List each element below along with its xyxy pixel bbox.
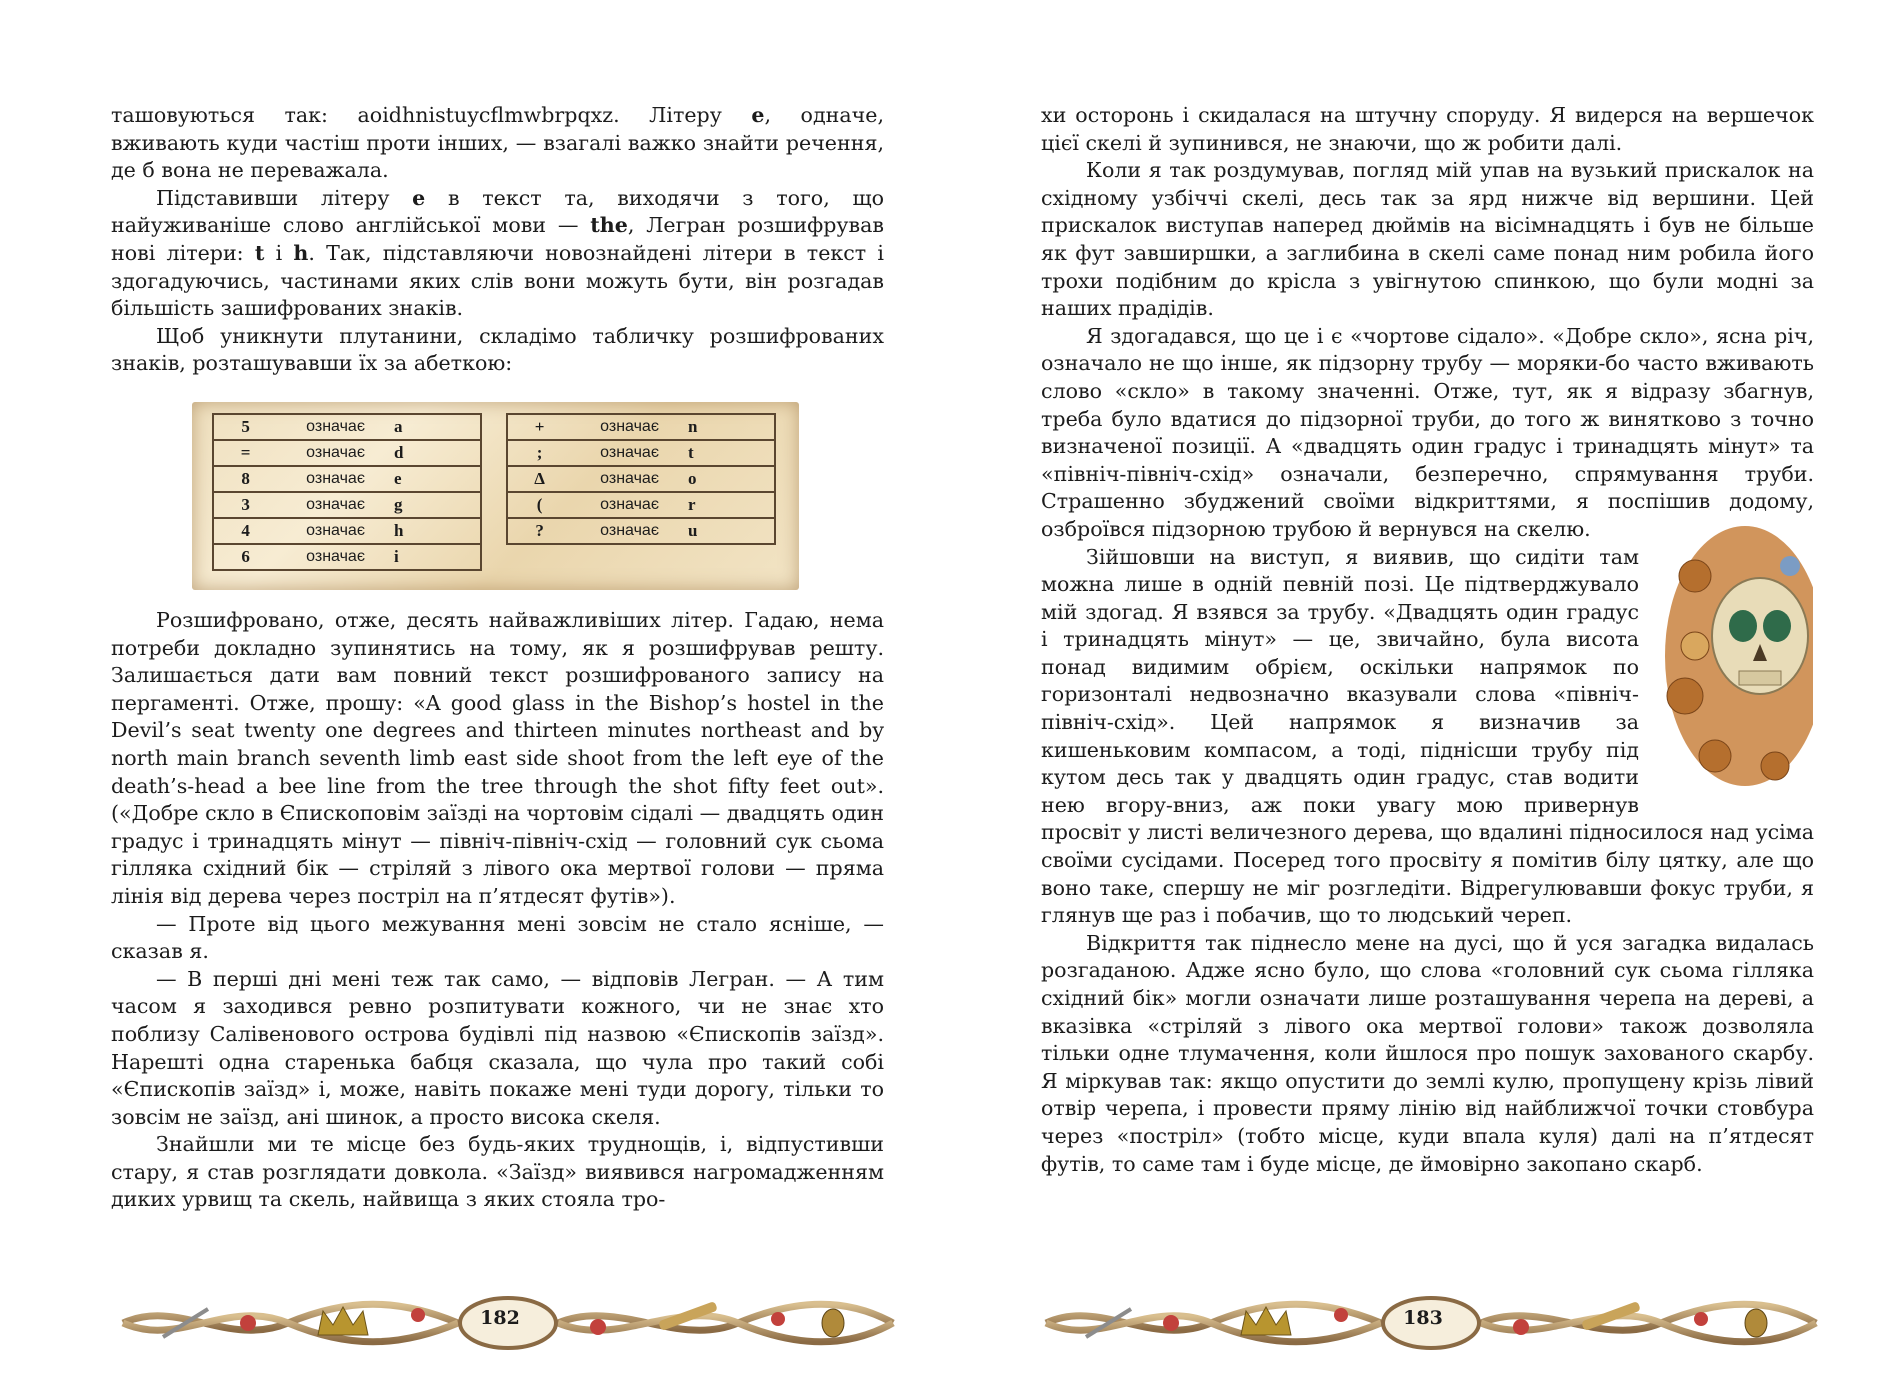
cipher-meaning: означає bbox=[571, 466, 688, 492]
cipher-symbol: Δ bbox=[507, 466, 571, 492]
cipher-row bbox=[213, 518, 481, 544]
cipher-meaning: означає bbox=[277, 440, 394, 466]
cipher-symbol: + bbox=[507, 414, 571, 440]
cipher-table-parchment bbox=[192, 402, 799, 590]
cipher-meaning: означає bbox=[571, 518, 688, 544]
cipher-letter: d bbox=[394, 440, 481, 466]
cipher-letter: r bbox=[688, 492, 775, 518]
paragraph-text: Зійшовши на виступ, я виявив, що сидіти там можна лише в одній певній позі. Це підтверджувало мій здогад. Я взявся за трубу. «Двадцять один градус і тринадцять мінут» — це, звичайно, була висота понад видимим обрієм, оскільки напрямок по горизонталі недвозначно вказували слова «північ-північ-схід». Цей напрямок я визначив за кишеньковим компасом, а тоді, піднісши трубу під кутом десь так у двадцять один градус, став водити нею вгору-вниз, аж поки увагу мою привернув просвіт у листі величезного дерева, що вдалині підносилося над усіма своїми сусідами. Посеред того просвіту я помітив білу цятку, але що воно таке, спершу не міг розгледіти. Відрегулювавши фокус труби, я глянув ще раз і побачив, що то людський череп. bbox=[1041, 544, 1814, 928]
cipher-symbol: ; bbox=[507, 440, 571, 466]
cipher-table-right bbox=[506, 413, 776, 545]
cipher-row bbox=[213, 492, 481, 518]
page-number-left: 182 bbox=[480, 1307, 520, 1329]
paragraph bbox=[1041, 102, 1814, 157]
beetle-icon bbox=[1745, 1309, 1767, 1337]
text-run: в текст та, виходячи з того, що найуживаніше слово англійської мови — bbox=[111, 185, 884, 238]
left-top-text bbox=[111, 102, 884, 378]
paragraph bbox=[111, 323, 884, 378]
text-run: і bbox=[264, 240, 294, 265]
cipher-letter: u bbox=[688, 518, 775, 544]
cipher-meaning: означає bbox=[571, 414, 688, 440]
paragraph-text: Я здогадався, що це і є «чортове сідало». «Добре скло», ясна річ, означало не що інше, як підзорну трубу — моряки-бо часто вживають слово «скло» в такому значенні. Отже, тут, як я відразу збагнув, треба було вдатися до підзорної труби, до того ж винятково з точно визначеної позиції. А «двадцять один градус і тринадцять мінут» та «північ-північ-схід» означали, безперечно, спрямування труби. Страшенно збуджений своїми відкриттями, я поспішив додому, озброївся підзорною трубою й вернувся на скелю. bbox=[1041, 323, 1814, 541]
paragraph: — Проте від цього межування мені зовсім не стало ясніше, — сказав я. bbox=[111, 911, 884, 964]
cipher-row bbox=[213, 440, 481, 466]
cipher-symbol: ( bbox=[507, 492, 571, 518]
cipher-row bbox=[507, 518, 775, 544]
paragraph: Розшифровано, отже, десять найважливіших літер. Гадаю, нема потреби докладно зупинятись на тому, як я розшифрував решту. Залишається дати вам повний текст розшифрованого запису на пергаменті. Отже, прошу: «A good glass in the Bishop’s hostel in the Devil’s seat twenty one degrees and thirteen minutes northeast and by north main branch seventh limb east side shoot from the left eye of the death’s-head a bee line from the tree through the shot fifty feet out». («Добре скло в Єпископовім заїзді на чортовім сідалі — двадцять один градус і тринадцять мінут — північ-північ-схід — головний сук сьома гілляка східний бік — стріляй з лівого ока мертвої голови — пряма лінія від дерева через постріл на п’ятдесят футів»). bbox=[111, 608, 884, 908]
cipher-meaning: означає bbox=[277, 518, 394, 544]
cipher-row bbox=[507, 414, 775, 440]
bold-term: the bbox=[590, 213, 628, 238]
cipher-table-left bbox=[212, 413, 482, 571]
bold-term: e bbox=[751, 103, 765, 127]
text-run: , одначе, вживають куди частіш проти інших, — взагалі важко знайти речення, де б вона не переважала. bbox=[111, 103, 884, 183]
paragraph-text: хи осторонь і скидалася на штучну споруду. Я видерся на вершечок цієї скелі й зупинився, не знаючи, що ж робити далі. bbox=[1041, 103, 1814, 155]
paragraph bbox=[1041, 323, 1814, 544]
paragraph-text: Відкриття так піднесло мене на дусі, що й уся загадка видалась розгаданою. Адже ясно було, що слова «головний сук сьома гілляка східний бік» могли означати лише розташування черепа на дереві, а вказівка «стріляй з лівого ока мертвої голови» також дозволяла тільки одне тлумачення, коли йшлося про пошук захованого скарбу. Я міркував так: якщо опустити до землі кулю, пропущену крізь лівий отвір черепа, і провести пряму лінію від найближчої точки стовбура через «постріл» (тобто місце, куди впала куля) далі на п’ятдесят футів, то саме там і буде місце, де ймовірно закопано скарб. bbox=[1041, 930, 1814, 1176]
cipher-symbol: 3 bbox=[213, 492, 277, 518]
cipher-meaning: означає bbox=[277, 544, 394, 570]
cipher-row bbox=[213, 414, 481, 440]
paragraph: Знайшли ми те місце без будь-яких труднощів, і, відпустивши стару, я став розглядати довкола. «Заїзд» виявився нагромадженням диких урвищ та скель, найвища з яких стояла тро- bbox=[111, 1132, 884, 1212]
left-bottom-text bbox=[111, 607, 884, 1214]
cipher-symbol: 6 bbox=[213, 544, 277, 570]
cipher-letter: a bbox=[394, 414, 481, 440]
cipher-meaning: означає bbox=[571, 440, 688, 466]
cipher-letter: g bbox=[394, 492, 481, 518]
paragraph bbox=[111, 102, 884, 185]
cipher-meaning: означає bbox=[277, 466, 394, 492]
cipher-symbol: 5 bbox=[213, 414, 277, 440]
cipher-letter: e bbox=[394, 466, 481, 492]
paragraph: — В перші дні мені теж так само, — відповів Легран. — А тим часом я заходився ревно розпитувати кожного, чи не знає хто поблизу Салівенового острова будівлі під назвою «Єпископів заїзд». Нарешті одна старенька бабця сказала, що чула про такий собі «Єпископів заїзд» і, може, навіть покаже мені туди дорогу, тільки то зовсім не заїзд, ані шинок, а просто висока скеля. bbox=[111, 966, 884, 1129]
cipher-letter: t bbox=[688, 440, 775, 466]
page-number-right: 183 bbox=[1403, 1307, 1443, 1329]
paragraph bbox=[111, 185, 884, 323]
cipher-symbol: = bbox=[213, 440, 277, 466]
cipher-row bbox=[507, 466, 775, 492]
paragraph-text: Коли я так роздумував, погляд мій упав на вузький прискалок на східному узбіччі скелі, десь так за ярд нижче від вершини. Цей прискалок виступав наперед дюймів на вісімнадцять і був не більше як фут завширшки, а заглибина в скелі саме понад ним робила його трохи подібним до крісла з увігнутою спинкою, що були модні за наших прадідів. bbox=[1041, 158, 1814, 321]
cipher-letter: i bbox=[394, 544, 481, 570]
cipher-meaning: означає bbox=[277, 492, 394, 518]
cipher-row bbox=[213, 466, 481, 492]
text-run: , Легран розшифрував нові літери: bbox=[111, 213, 884, 265]
cipher-letter: o bbox=[688, 466, 775, 492]
text-run: Підставивши літеру bbox=[156, 185, 413, 210]
paragraph bbox=[1041, 157, 1814, 323]
cipher-row bbox=[507, 492, 775, 518]
bold-term: e bbox=[412, 185, 426, 210]
bold-term: t bbox=[254, 240, 265, 265]
cipher-meaning: означає bbox=[571, 492, 688, 518]
skull-treasure-illustration bbox=[1655, 516, 1813, 794]
cipher-row bbox=[507, 440, 775, 466]
cipher-meaning: означає bbox=[277, 414, 394, 440]
beetle-icon bbox=[822, 1309, 844, 1337]
text-run: . Так, підставляючи новознайдені літери в текст і здогадуючись, частинами яких слів вони можуть бути, він розгадав більшість зашифрованих знаків. bbox=[111, 240, 884, 321]
bold-term: h bbox=[293, 240, 309, 265]
cipher-symbol: 4 bbox=[213, 518, 277, 544]
cipher-letter: n bbox=[688, 414, 775, 440]
text-run: Щоб уникнути плутанини, складімо табличку розшифрованих знаків, розташувавши їх за абеткою: bbox=[111, 323, 884, 376]
right-page bbox=[952, 0, 1904, 1400]
text-run: ташовуються так: aoidhnistuycflmwbrpqxz. Літеру bbox=[111, 103, 752, 127]
cipher-symbol: 8 bbox=[213, 466, 277, 492]
paragraph bbox=[1041, 930, 1814, 1178]
cipher-letter: h bbox=[394, 518, 481, 544]
cipher-symbol: ? bbox=[507, 518, 571, 544]
cipher-row bbox=[213, 544, 481, 570]
